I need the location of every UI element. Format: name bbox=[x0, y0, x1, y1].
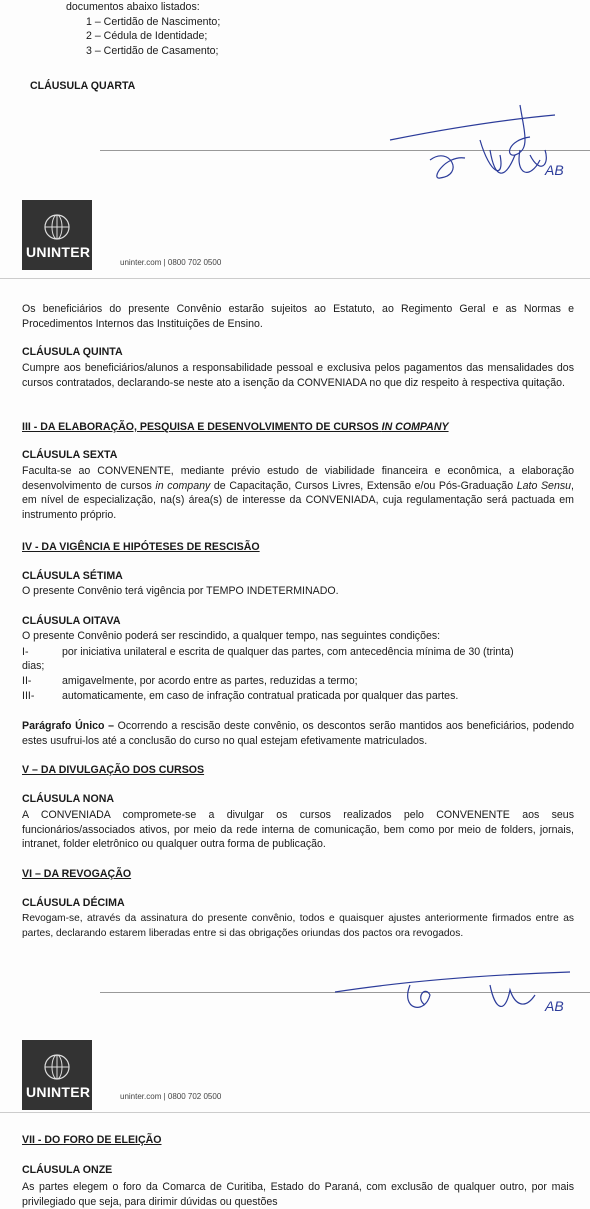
clausula-onze-heading: CLÁUSULA ONZE bbox=[22, 1164, 113, 1176]
clausula-oitava-heading: CLÁUSULA OITAVA bbox=[22, 615, 121, 627]
initials: AB bbox=[545, 998, 564, 1014]
clausula-nona-text: A CONVENIADA compromete-se a divulgar os cursos realizados pelo CONVENENTE aos seus funcionários/associados ativos, por meio da rede interna de comunicação, bem como por meio de folders, jornais, intranet, folder eletrônico ou qualquer outra forma de publicação. bbox=[22, 809, 574, 851]
sexta-part: , em nível de especialização, na(s) área(s) de interesse da CONVENIADA, cuja regulamentação será pactuada em instrumento próprio. bbox=[22, 479, 574, 521]
list-intro: documentos abaixo listados: bbox=[66, 1, 200, 13]
logo-text: UNINTER bbox=[26, 1084, 91, 1100]
section-3-title-italic: IN COMPANY bbox=[381, 421, 449, 433]
clausula-oitava-text: O presente Convênio poderá ser rescindido, a qualquer tempo, nas seguintes condições: bbox=[22, 630, 441, 642]
clausula-sexta-heading: CLÁUSULA SEXTA bbox=[22, 449, 118, 461]
top-list bbox=[66, 0, 220, 58]
item-number: dias; bbox=[22, 660, 45, 672]
logo-text: UNINTER bbox=[26, 244, 91, 260]
list-item: 3 – Certidão de Casamento; bbox=[86, 44, 219, 57]
item-text: automaticamente, em caso de infração contratual praticada por qualquer das partes. bbox=[62, 690, 459, 702]
paragrafo-unico bbox=[22, 719, 574, 748]
clausula-quarta-heading: CLÁUSULA QUARTA bbox=[30, 80, 136, 92]
clausula-setima-heading: CLÁUSULA SÉTIMA bbox=[22, 570, 123, 582]
clausula-quinta-text: Cumpre aos beneficiários/alunos a responsabilidade pessoal e exclusiva pelos pagamentos das mensalidades dos cursos contratados, declarando-se neste ato a isenção da CONVENIADA no que diz respeito à respectiva quitação. bbox=[22, 362, 574, 389]
clausula-nona-heading: CLÁUSULA NONA bbox=[22, 793, 115, 805]
globe-icon bbox=[42, 1052, 72, 1082]
sexta-italic: Lato Sensu bbox=[516, 479, 572, 492]
section-7-heading: VII - DO FORO DE ELEIÇÃO bbox=[22, 1134, 162, 1146]
paragrafo-label: Parágrafo Único – bbox=[22, 720, 115, 732]
header-rule bbox=[0, 278, 590, 279]
globe-icon bbox=[42, 212, 72, 242]
item-text: por iniciativa unilateral e escrita de qualquer das partes, com antecedência mínima de 30 (trinta) bbox=[62, 646, 514, 658]
list-item: 2 – Cédula de Identidade; bbox=[86, 30, 208, 43]
item-text: amigavelmente, por acordo entre as partes, reduzidas a termo; bbox=[62, 675, 358, 687]
item-number: I- bbox=[22, 646, 29, 658]
contact-line: uninter.com | 0800 702 0500 bbox=[120, 1092, 222, 1101]
clausula-decima-heading: CLÁUSULA DÉCIMA bbox=[22, 897, 125, 909]
clausula-decima-text: Revogam-se, através da assinatura do presente convênio, todos e quaisquer ajustes anteriormente firmados entre as partes, declarando estarem liberadas entre si das obrigações oriundas dos pactos ora revogados. bbox=[22, 913, 574, 939]
list-item: 1 – Certidão de Nascimento; bbox=[86, 15, 221, 28]
section-3-heading bbox=[22, 421, 449, 433]
item-number: III- bbox=[22, 690, 35, 702]
section-4-heading: IV - DA VIGÊNCIA E HIPÓTESES DE RESCISÃO bbox=[22, 541, 260, 553]
clausula-setima-text: O presente Convênio terá vigência por TEMPO INDETERMINADO. bbox=[22, 585, 339, 597]
paragrafo-text: Ocorrendo a rescisão deste convênio, os descontos serão mantidos aos beneficiários, podendo estes usufrui-los até a conclusão do curso no qual estejam efetivamente matriculados. bbox=[22, 720, 574, 747]
item-number: II- bbox=[22, 675, 32, 687]
clausula-sexta-text bbox=[22, 464, 574, 522]
uninter-logo bbox=[22, 200, 92, 270]
clausula-onze-text: As partes elegem o foro da Comarca de Curitiba, Estado do Paraná, com exclusão de qualquer outro, por mais privilegiado que seja, para dirimir dúvidas ou questões bbox=[22, 1181, 574, 1208]
section-5-heading: V – DA DIVULGAÇÃO DOS CURSOS bbox=[22, 764, 205, 776]
clausula-quinta-heading: CLÁUSULA QUINTA bbox=[22, 346, 123, 358]
signature-3 bbox=[330, 970, 580, 1030]
section-3-title: III - DA ELABORAÇÃO, PESQUISA E DESENVOLVIMENTO DE CURSOS bbox=[22, 421, 382, 433]
sexta-italic: in company bbox=[155, 479, 211, 492]
contact-line: uninter.com | 0800 702 0500 bbox=[120, 258, 222, 267]
uninter-logo bbox=[22, 1040, 92, 1110]
sexta-part: de Capacitação, Cursos Livres, Extensão e/ou Pós-Graduação bbox=[210, 479, 517, 492]
initials: AB bbox=[545, 162, 564, 178]
sexta-part: Faculta-se ao CONVENENTE, mediante prévio estudo de viabilidade financeira e econômica, a elaboração desenvolvimento de cursos bbox=[22, 465, 574, 492]
section-6-heading: VI – DA REVOGAÇÃO bbox=[22, 868, 132, 880]
paragraph-beneficiarios: Os beneficiários do presente Convênio estarão sujeitos ao Estatuto, ao Regimento Geral e as Normas e Procedimentos Internos das Instituições de Ensino. bbox=[22, 303, 574, 330]
header-rule bbox=[0, 1112, 590, 1113]
